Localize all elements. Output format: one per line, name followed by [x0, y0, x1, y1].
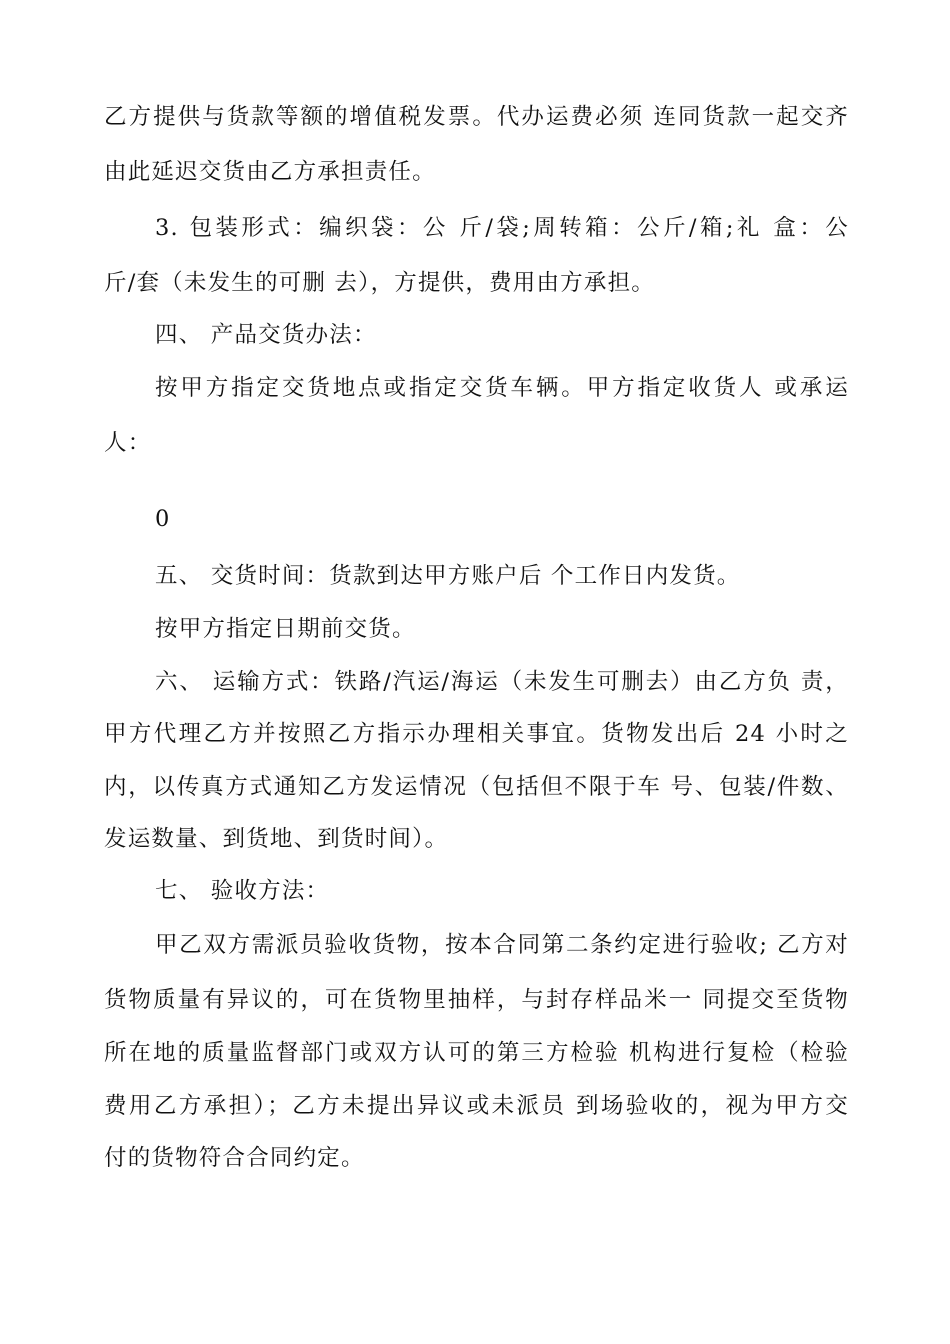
section-heading-7: 七、 验收方法：: [155, 878, 330, 904]
body-line-1: 乙方提供与货款等额的增值税发票。代办运费必须 连同货款一起交齐: [104, 104, 849, 130]
body-line-19: 费用乙方承担）；乙方未提出异议或未派员 到场验收的，视为甲方交: [104, 1093, 849, 1119]
body-line-6: 按甲方指定交货地点或指定交货车辆。甲方指定收货人 或承运: [155, 375, 849, 401]
body-line-16: 甲乙双方需派员验收货物，按本合同第二条约定进行验收; 乙方对: [155, 932, 849, 958]
body-line-14: 发运数量、到货地、到货时间）。: [104, 826, 449, 852]
body-line-7: 人：: [104, 430, 152, 456]
section-heading-6: 六、 运输方式：铁路/汽运/海运（未发生可删去）由乙方负 责，: [155, 669, 849, 695]
body-line-12: 甲方代理乙方并按照乙方指示办理相关事宜。货物发出后 24 小时之: [104, 721, 849, 747]
body-line-18: 所在地的质量监督部门或双方认可的第三方检验 机构进行复检（检验: [104, 1040, 849, 1066]
body-line-3: 3. 包装形式：编织袋：公 斤/袋;周转箱：公斤/箱;礼 盒：公: [155, 215, 849, 241]
body-line-2: 由此延迟交货由乙方承担责任。: [104, 159, 436, 185]
body-line-13: 内，以传真方式通知乙方发运情况（包括但不限于车 号、包装/件数、: [104, 774, 849, 800]
body-line-4: 斤/套（未发生的可删 去），方提供，费用由方承担。: [104, 270, 655, 296]
body-line-10: 按甲方指定日期前交货。: [155, 616, 416, 642]
section-heading-5: 五、 交货时间：货款到达甲方账户后 个工作日内发货。: [155, 563, 741, 589]
body-line-8: 0: [155, 506, 171, 532]
section-heading-4: 四、 产品交货办法：: [155, 322, 377, 348]
body-line-20: 付的货物符合合同约定。: [104, 1145, 365, 1171]
body-line-17: 货物质量有异议的，可在货物里抽样，与封存样品米一 同提交至货物: [104, 987, 849, 1013]
